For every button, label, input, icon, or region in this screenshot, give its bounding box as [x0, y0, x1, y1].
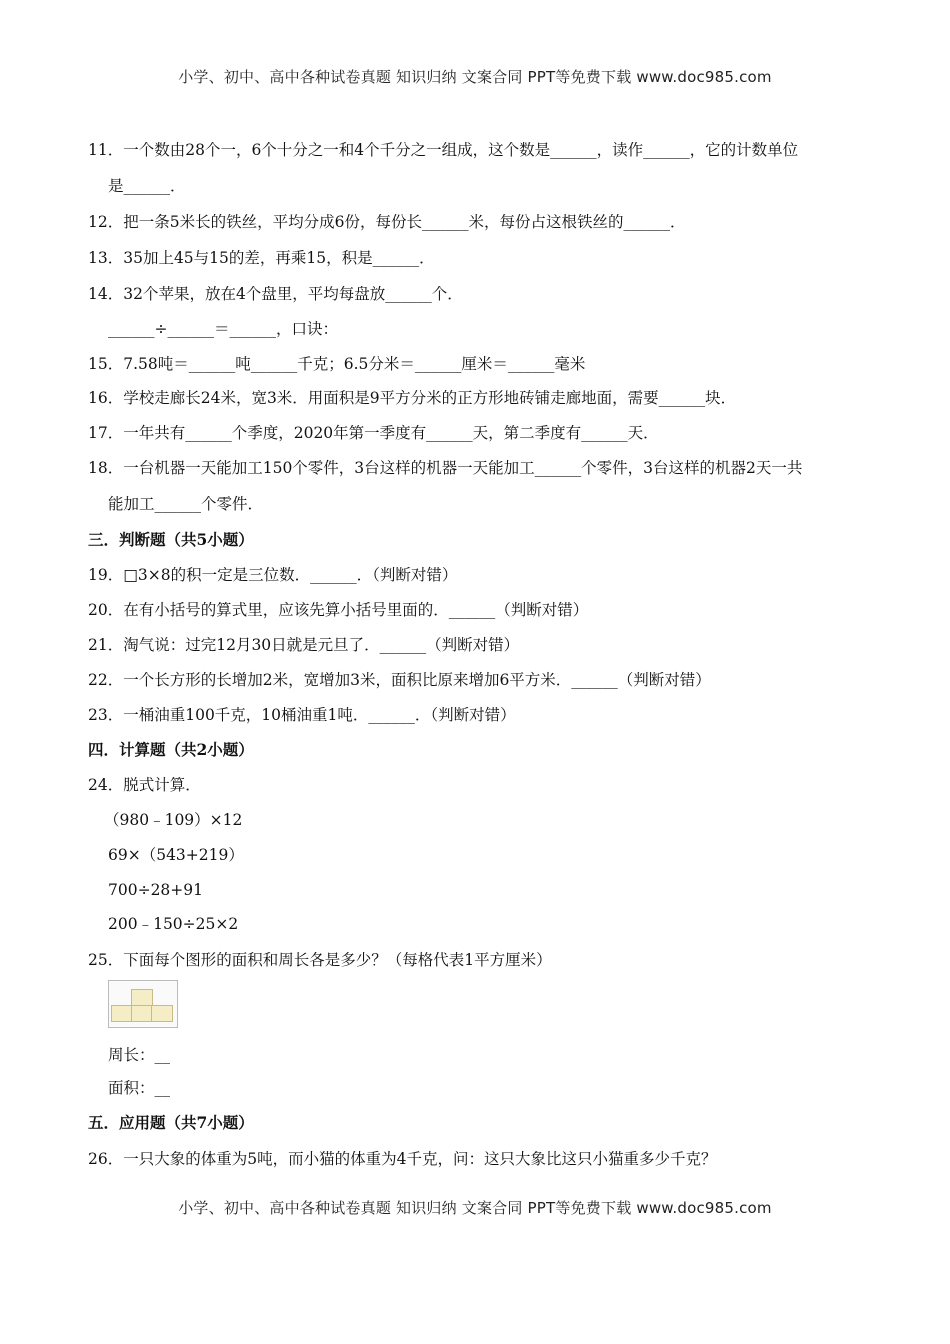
question-17: 17．一年共有______个季度，2020年第一季度有______天，第二季度有______天．	[88, 424, 659, 442]
perimeter-label: 周长：__	[108, 1046, 171, 1064]
section-heading-calculation: 四．计算题（共2小题）	[88, 740, 254, 759]
question-18-cont: 能加工______个零件．	[108, 495, 264, 513]
question-20: 20．在有小括号的算式里，应该先算小括号里面的．______（判断对错）	[88, 601, 589, 619]
grid-figure	[108, 980, 178, 1028]
question-12: 12．把一条5米长的铁丝，平均分成6份，每份长______米，每份占这根铁丝的______．	[88, 213, 686, 231]
expression-3: 700÷28+91	[108, 881, 204, 899]
question-15: 15．7.58吨＝______吨______千克；6.5分米＝______厘米＝______毫米	[88, 355, 586, 373]
question-21: 21．淘气说：过完12月30日就是元旦了．______（判断对错）	[88, 636, 520, 654]
question-11-cont: 是______．	[108, 177, 186, 195]
question-16: 16．学校走廊长24米，宽3米．用面积是9平方分米的正方形地砖铺走廊地面，需要______块．	[88, 389, 737, 407]
question-22: 22．一个长方形的长增加2米，宽增加3米，面积比原来增加6平方米．______（判断对错）	[88, 671, 711, 689]
question-11: 11．一个数由28个一，6个十分之一和4个千分之一组成，这个数是______，读作______，它的计数单位	[88, 141, 799, 159]
question-14: 14．32个苹果，放在4个盘里，平均每盘放______个．	[88, 285, 463, 303]
question-24: 24．脱式计算．	[88, 776, 201, 794]
question-13: 13．35加上45与15的差，再乘15，积是______．	[88, 249, 435, 267]
expression-2: 69×（543+219）	[108, 846, 244, 864]
question-19: 19．□3×8的积一定是三位数．______．（判断对错）	[88, 566, 458, 584]
section-heading-judgement: 三．判断题（共5小题）	[88, 530, 254, 549]
expression-1: （980﹣109）×12	[104, 811, 243, 829]
section-heading-application: 五．应用题（共7小题）	[88, 1113, 254, 1132]
grid-cell-top	[131, 989, 153, 1006]
header-banner: 小学、初中、高中各种试卷真题 知识归纳 文案合同 PPT等免费下载 www.doc985.com	[178, 68, 772, 86]
grid-cell-right	[151, 1005, 173, 1022]
question-14-cont: ______÷______＝______，口诀：	[108, 320, 338, 338]
question-26: 26．一只大象的体重为5吨，而小猫的体重为4千克，问：这只大象比这只小猫重多少千克？	[88, 1150, 717, 1168]
area-label: 面积：__	[108, 1079, 171, 1097]
question-18: 18．一台机器一天能加工150个零件，3台这样的机器一天能加工______个零件，3台这样的机器2天一共	[88, 459, 803, 477]
grid-cell-middle	[131, 1005, 153, 1022]
question-25: 25．下面每个图形的面积和周长各是多少？（每格代表1平方厘米）	[88, 951, 552, 969]
question-23: 23．一桶油重100千克，10桶油重1吨．______．（判断对错）	[88, 706, 516, 724]
footer-banner: 小学、初中、高中各种试卷真题 知识归纳 文案合同 PPT等免费下载 www.doc985.com	[178, 1199, 772, 1217]
expression-4: 200﹣150÷25×2	[108, 915, 239, 933]
grid-cell-left	[111, 1005, 133, 1022]
